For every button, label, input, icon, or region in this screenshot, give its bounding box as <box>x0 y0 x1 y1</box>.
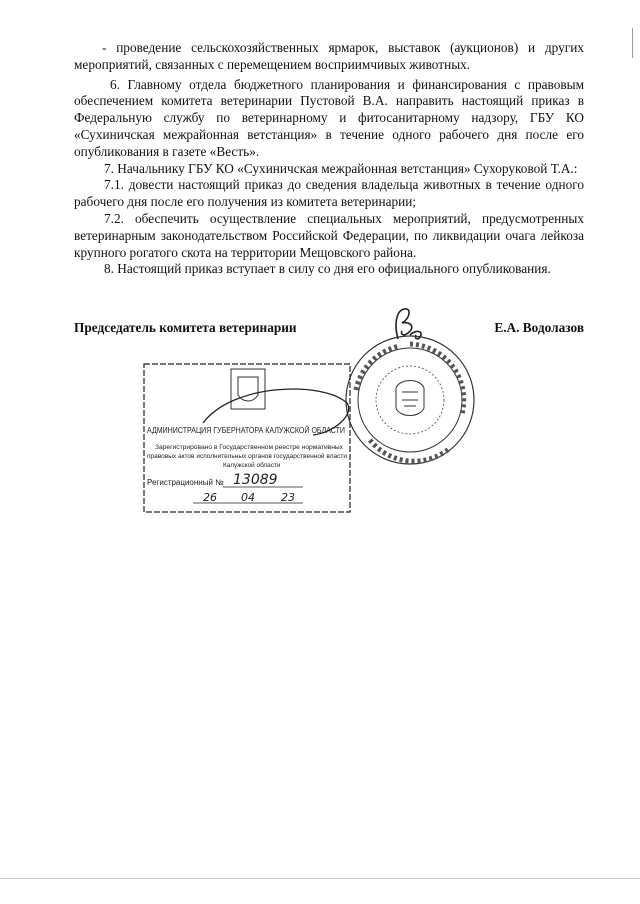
registration-stamp <box>143 363 382 513</box>
stamp-date-month: 04 <box>241 491 255 504</box>
paragraph-item-7-1: 7.1. довести настоящий приказ до сведения владельца животных в течение одного рабочего дня после его получения из комитета ветеринарии; <box>74 177 584 210</box>
signatory-title: Председатель комитета ветеринарии <box>74 320 297 335</box>
signatory-name: Е.А. Водолазов <box>494 320 584 335</box>
stamp-reg-number: 13089 <box>233 472 278 488</box>
stamp-date-year: 23 <box>281 491 295 504</box>
page-edge-mark <box>632 28 633 58</box>
stamp-date-day: 26 <box>203 491 217 504</box>
order-text <box>74 40 584 278</box>
scan-bottom-rule <box>0 878 640 879</box>
stamp-reg-label: Регистрационный № <box>147 478 224 487</box>
paragraph-item-8: 8. Настоящий приказ вступает в силу со дня его официального опубликования. <box>104 261 551 277</box>
paragraph-item-6: 6. Главному отдела бюджетного планирования и финансирования с правовым обеспечением комитета ветеринарии Пустовой В.А. направить настоящий приказ в Федеральную службу по ветеринарному и фитосанитарному надзору, ГБУ КО «Сухиничская межрайонная ветстанция» в течение одного рабочего дня после его опубликования в газете «Весть». <box>74 76 584 159</box>
paragraph-fairs: - проведение сельскохозяйственных ярмарок, выставок (аукционов) и других мероприятий, связанных с перемещением восприимчивых животных. <box>74 40 584 72</box>
stamp-org: АДМИНИСТРАЦИЯ ГУБЕРНАТОРА КАЛУЖСКОЙ ОБЛАСТИ <box>147 425 382 435</box>
stamp-line-3: Калужской области <box>223 462 281 469</box>
stamp-line-1: Зарегистрировано в Государственном реестре нормативных <box>155 444 344 451</box>
paragraph-item-7: 7. Начальнику ГБУ КО «Сухиничская межрайонная ветстанция» Сухоруковой Т.А.: <box>104 160 578 176</box>
round-seal <box>340 330 480 470</box>
stamp-line-2: правовых актов исполнительных органов государственной власти <box>147 453 344 460</box>
paragraph-item-7-2: 7.2. обеспечить осуществление специальных мероприятий, предусмотренных ветеринарным законодательством Российской Федерации, по ликвидации очага лейкоза крупного рогатого скота на территории Мещовского района. <box>74 210 584 260</box>
